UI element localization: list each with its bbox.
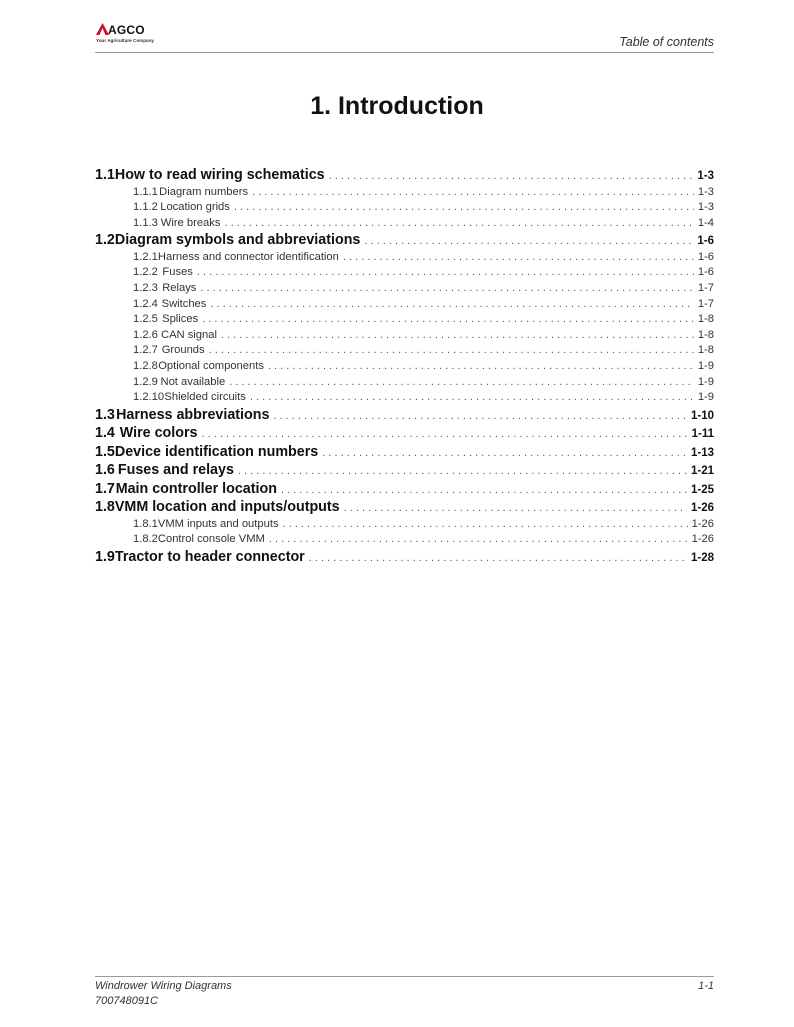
toc-entry-label: Relays	[162, 281, 197, 294]
toc-entry-page: 1-3	[697, 185, 714, 198]
toc-dot-leader	[221, 329, 694, 341]
toc-dot-leader	[322, 447, 687, 459]
toc-entry-label: Diagram numbers	[159, 185, 249, 198]
toc-entry-number: 1.2	[95, 232, 115, 249]
logo-text: AGCO	[108, 23, 145, 37]
toc-section-entry[interactable]	[95, 232, 714, 251]
toc-entry-label: How to read wiring schematics	[114, 167, 325, 183]
toc-entry-page: 1-26	[691, 533, 714, 546]
toc-entry-number: 1.1.3	[133, 216, 158, 229]
toc-entry-number: 1.2.3	[133, 281, 158, 294]
toc-subsection-entry[interactable]	[95, 518, 714, 534]
toc-entry-number: 1.2.8	[133, 359, 158, 372]
toc-dot-leader	[268, 360, 694, 372]
toc-entry-number: 1.3	[95, 406, 115, 423]
toc-entry-number: 1.9	[95, 548, 115, 565]
toc-dot-leader	[329, 170, 694, 182]
toc-entry-page: 1-3	[697, 201, 714, 214]
page-header	[95, 22, 714, 53]
toc-dot-leader	[281, 484, 687, 496]
toc-entry-page: 1-4	[697, 216, 714, 229]
toc-entry-page: 1-26	[690, 502, 714, 515]
toc-entry-number: 1.4	[95, 425, 115, 442]
footer-part-number: 700748091C	[95, 994, 159, 1007]
toc-subsection-entry[interactable]	[95, 251, 714, 267]
toc-entry-label: Device identification numbers	[114, 443, 319, 460]
toc-entry-number: 1.8	[95, 499, 115, 516]
toc-entry-label: Not available	[160, 375, 226, 388]
toc-dot-leader	[343, 251, 694, 263]
toc-entry-label: Optional components	[158, 359, 264, 372]
toc-dot-leader	[364, 235, 693, 247]
toc-dot-leader	[229, 376, 694, 388]
toc-dot-leader	[283, 518, 688, 530]
toc-dot-leader	[210, 298, 693, 310]
toc-entry-label: Shielded circuits	[164, 391, 246, 404]
toc-entry-page: 1-8	[697, 313, 714, 326]
toc-entry-page: 1-28	[690, 551, 714, 564]
toc-subsection-entry[interactable]	[95, 329, 714, 345]
toc-subsection-entry[interactable]	[95, 266, 714, 282]
toc-entry-page: 1-26	[691, 517, 714, 530]
page-footer	[95, 976, 714, 1008]
toc-entry-number: 1.7	[95, 480, 115, 497]
toc-entry-number: 1.1	[95, 167, 115, 183]
toc-entry-number: 1.1.2	[133, 201, 158, 214]
toc-entry-page: 1-6	[697, 235, 714, 248]
toc-subsection-entry[interactable]	[95, 313, 714, 329]
agco-logo	[95, 22, 165, 48]
toc-dot-leader	[224, 217, 693, 229]
toc-dot-leader	[250, 391, 694, 403]
toc-section-entry[interactable]	[95, 481, 714, 500]
toc-entry-page: 1-21	[690, 465, 714, 478]
toc-entry-page: 1-13	[690, 446, 714, 459]
toc-entry-page: 1-3	[697, 170, 714, 182]
toc-entry-number: 1.2.1	[133, 250, 158, 263]
toc-entry-page: 1-7	[697, 297, 714, 310]
toc-entry-number: 1.2.10	[133, 391, 165, 404]
toc-entry-label: CAN signal	[160, 328, 217, 341]
toc-entry-number: 1.6	[95, 462, 115, 479]
toc-dot-leader	[238, 465, 687, 477]
toc-entry-label: Diagram symbols and abbreviations	[114, 232, 361, 249]
toc-dot-leader	[209, 344, 694, 356]
toc-entry-number: 1.1.1	[133, 185, 158, 198]
toc-dot-leader	[202, 428, 688, 440]
toc-entry-label: Splices	[162, 313, 199, 326]
toc-subsection-entry[interactable]	[95, 533, 714, 549]
toc-entry-label: Fuses	[162, 266, 193, 279]
toc-entry-number: 1.2.6	[133, 328, 158, 341]
toc-entry-label: Harness and connector identification	[157, 250, 339, 263]
toc-entry-label: Wire breaks	[160, 216, 221, 229]
toc-dot-leader	[273, 410, 687, 422]
toc-entry-label: Tractor to header connector	[114, 548, 305, 565]
toc-entry-page: 1-10	[690, 409, 714, 422]
toc-subsection-entry[interactable]	[95, 360, 714, 376]
toc-subsection-entry[interactable]	[95, 344, 714, 360]
toc-entry-label: VMM location and inputs/outputs	[114, 499, 340, 516]
toc-entry-number: 1.2.9	[133, 375, 158, 388]
toc-section-entry[interactable]	[95, 167, 714, 186]
header-section-title: Table of contents	[619, 35, 714, 49]
toc-section-entry[interactable]	[95, 425, 714, 444]
toc-subsection-entry[interactable]	[95, 391, 714, 407]
toc-entry-label: VMM inputs and outputs	[157, 517, 279, 530]
toc-entry-label: Location grids	[160, 201, 230, 214]
toc-dot-leader	[234, 201, 694, 213]
toc-entry-page: 1-25	[690, 483, 714, 496]
toc-dot-leader	[197, 266, 694, 278]
logo-tagline: Your Agriculture Company	[96, 38, 154, 43]
toc-entry-number: 1.2.4	[133, 297, 158, 310]
toc-entry-number: 1.8.2	[133, 533, 158, 546]
toc-entry-page: 1-9	[697, 359, 714, 372]
table-of-contents	[95, 167, 714, 567]
toc-entry-number: 1.2.5	[133, 313, 158, 326]
toc-dot-leader	[309, 552, 687, 564]
toc-section-entry[interactable]	[95, 407, 714, 426]
toc-entry-page: 1-9	[697, 391, 714, 404]
toc-entry-label: Main controller location	[115, 480, 277, 497]
toc-dot-leader	[202, 313, 694, 325]
toc-entry-number: 1.2.2	[133, 266, 158, 279]
toc-subsection-entry[interactable]	[95, 201, 714, 217]
toc-entry-number: 1.2.7	[133, 344, 158, 357]
toc-entry-number: 1.8.1	[133, 517, 158, 530]
toc-subsection-entry[interactable]	[95, 298, 714, 314]
toc-dot-leader	[252, 186, 694, 198]
toc-entry-page: 1-8	[697, 344, 714, 357]
toc-subsection-entry[interactable]	[95, 282, 714, 298]
toc-entry-page: 1-7	[697, 281, 714, 294]
toc-section-entry[interactable]	[95, 549, 714, 568]
toc-dot-leader	[344, 502, 687, 514]
toc-subsection-entry[interactable]	[95, 217, 714, 233]
toc-entry-label: Control console VMM	[157, 533, 265, 546]
toc-entry-label: Switches	[161, 297, 207, 310]
toc-section-entry[interactable]	[95, 499, 714, 518]
toc-section-entry[interactable]	[95, 462, 714, 481]
toc-entry-label: Fuses and relays	[117, 462, 234, 479]
toc-entry-label: Grounds	[161, 344, 205, 357]
toc-entry-label: Harness abbreviations	[116, 406, 270, 423]
toc-entry-page: 1-8	[697, 328, 714, 341]
footer-page-number: 1-1	[698, 980, 714, 992]
toc-entry-page: 1-9	[697, 375, 714, 388]
toc-subsection-entry[interactable]	[95, 186, 714, 202]
chapter-title: 1. Introduction	[310, 92, 484, 120]
toc-dot-leader	[200, 282, 693, 294]
toc-section-entry[interactable]	[95, 444, 714, 463]
toc-entry-page: 1-11	[691, 428, 714, 441]
footer-document-title: Windrower Wiring Diagrams	[95, 980, 232, 992]
toc-entry-number: 1.5	[95, 443, 115, 460]
toc-entry-page: 1-6	[697, 266, 714, 279]
toc-entry-label: Wire colors	[119, 425, 198, 442]
toc-entry-page: 1-6	[697, 250, 714, 263]
toc-subsection-entry[interactable]	[95, 376, 714, 392]
toc-dot-leader	[269, 533, 688, 545]
